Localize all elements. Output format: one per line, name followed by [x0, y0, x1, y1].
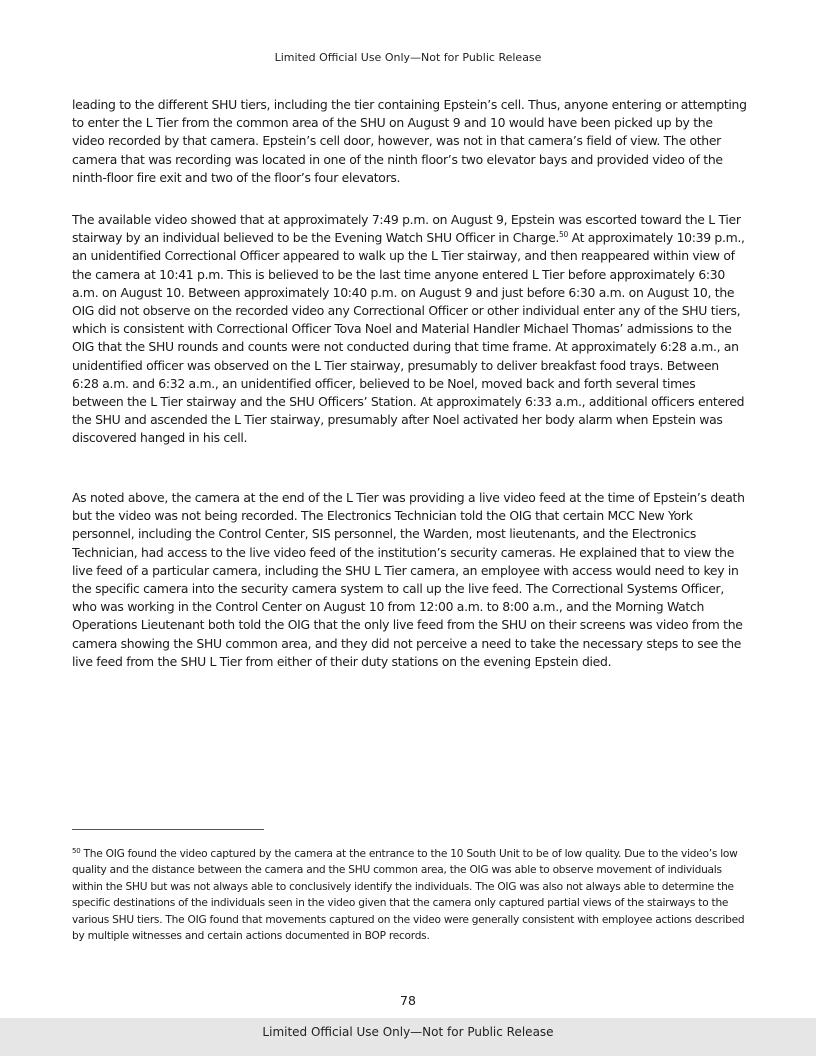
paragraph-2-text-start: The available video showed that at approximately 7:49 p.m. on August 9, Epstein was escorted toward the L Tier stairway by an individual believed to be the Evening Watch SHU Officer in Charge.	[72, 212, 741, 246]
paragraph-1: leading to the different SHU tiers, including the tier containing Epstein’s cell. Thus, anyone entering or attempting to enter the L Tier from the common area of the SHU on August 9 and 10 would have been picked up by the video recorded by that camera. Epstein’s cell door, however, was not in that camera’s field of view. The other camera that was recording was located in one of the ninth floor’s two elevator bays and provided video of the ninth-floor fire exit and two of the floor’s four elevators.	[72, 97, 747, 185]
paragraph-3: As noted above, the camera at the end of the L Tier was providing a live video feed at the time of Epstein’s death but the video was not being recorded. The Electronics Technician told the OIG that certain MCC New York personnel, including the Control Center, SIS personnel, the Warden, most lieutenants, and the Electronics Technician, had access to the live video feed of the institution’s security cameras. He explained that to view the live feed of a particular camera, including the SHU L Tier camera, an employee with access would need to key in the specific camera into the security camera system to call up the live feed. The Correctional Systems Officer, who was working in the Control Center on August 10 from 12:00 a.m. to 8:00 a.m., and the Morning Watch Operations Lieutenant both told the OIG that the only live feed from the SHU on their screens was video from the camera showing the SHU common area, and they did not perceive a need to take the necessary steps to see the live feed from the SHU L Tier from either of their duty stations on the evening Epstein died.	[72, 490, 745, 669]
footnote-number: 50	[72, 847, 81, 855]
paragraph-2-text-end: At approximately 10:39 p.m., an unidentified Correctional Officer appeared to walk up the L Tier stairway, and then reappeared within view of the camera at 10:41 p.m. This is believed to be the last time anyone entered L Tier before approximately 6:30 a.m. on August 10. Between approximately 10:40 p.m. on August 9 and just before 6:30 a.m. on August 10, the OIG did not observe on the recorded video any Correctional Officer or other individual enter any of the SHU tiers, which is consistent with Correctional Officer Tova Noel and Material Handler Michael Thomas’ admissions to the OIG that the SHU rounds and counts were not conducted during that time frame. At approximately 6:28 a.m., an unidentified officer was observed on the L Tier stairway, presumably to deliver breakfast food trays. Between 6:28 a.m. and 6:32 a.m., an unidentified officer, believed to be Noel, moved back and forth several times between the L Tier stairway and the SHU Officers’ Station. At approximately 6:33 a.m., additional officers entered the SHU and ascended the L Tier stairway, presumably after Noel activated her body alarm when Epstein was discovered hanged in his cell.	[72, 230, 745, 446]
page-number: 78	[400, 993, 416, 1008]
footnote-separator	[72, 829, 264, 830]
header-classification: Limited Official Use Only—Not for Public Release	[274, 51, 542, 64]
footnote-50	[72, 846, 748, 944]
footnote-text: The OIG found the video captured by the camera at the entrance to the 10 South Unit to be of low quality. Due to the video’s low quality and the distance between the camera and the SHU common area, the OIG was able to observe movement of individuals within the SHU but was not always able to conclusively identify the individuals. The OIG was also not always able to determine the specific destinations of the individuals seen in the video given that the camera only captured partial views of the stairways to the various SHU tiers. The OIG found that movements captured on the video were generally consistent with employee actions described by multiple witnesses and certain actions documented in BOP records.	[72, 848, 745, 943]
footnote-reference-50[interactable]: 50	[559, 230, 568, 240]
paragraph-2	[72, 211, 748, 448]
footer-classification: Limited Official Use Only—Not for Public Release	[262, 1025, 554, 1039]
